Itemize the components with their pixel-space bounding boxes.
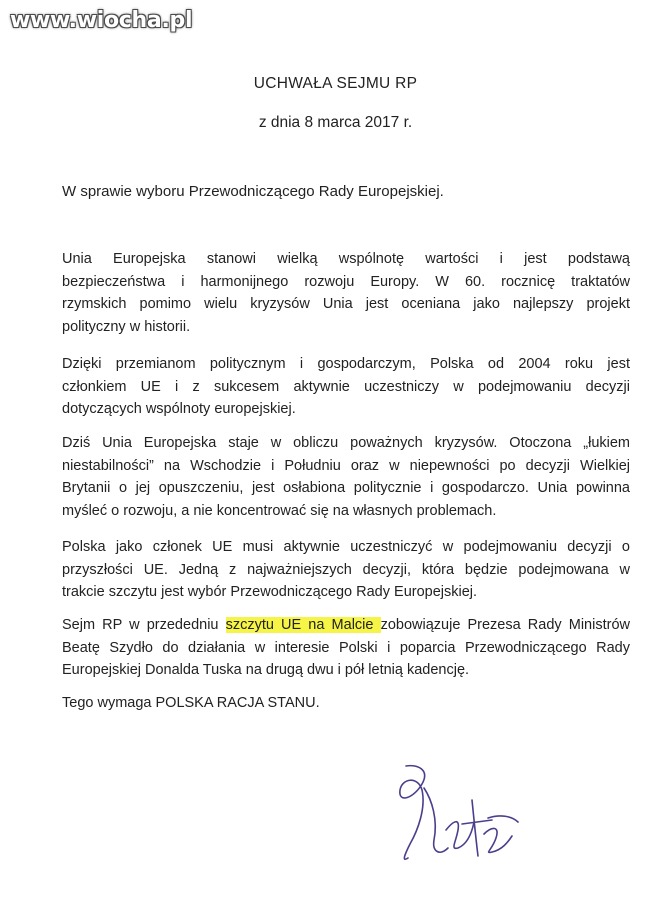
- text-line: niestabilności” na Wschodzie i Południu oraz w niepewności po decyzji Wielkiej: [62, 457, 630, 474]
- text-line: dotyczących wspólnoty europejskiej.: [62, 401, 296, 417]
- text-line: Beatę Szydło do działania w interesie Polski i poparcia Przewodniczącego Rady: [62, 639, 630, 656]
- text-line: rzymskich pomimo wielu kryzysów Unia jest oceniana jako najlepszy projekt: [62, 296, 630, 312]
- document-subject: W sprawie wyboru Przewodniczącego Rady Europejskiej.: [62, 183, 444, 200]
- watermark: www.wiocha.pl: [10, 8, 193, 33]
- paragraph-3: [62, 432, 630, 522]
- paragraph-2: [62, 353, 630, 421]
- text-line: przyszłości UE. Jedną z najważniejszych decyzji, która będzie podejmowana w: [62, 561, 630, 578]
- text-line: Unia Europejska stanowi wielką wspólnotę wartości i jest podstawą: [62, 251, 630, 267]
- text-segment: zobowiązuje Prezesa Rady Ministrów: [380, 617, 630, 633]
- highlighted-text: szczytu UE na Malcie: [225, 617, 381, 633]
- text-line: trakcie szczytu jest wybór Przewodniczącego Rady Europejskiej.: [62, 584, 478, 600]
- text-line: Dzięki przemianom politycznym i gospodarczym, Polska od 2004 roku jest: [62, 356, 630, 372]
- paragraph-1: [62, 248, 630, 338]
- document-title: UCHWAŁA SEJMU RP: [253, 75, 418, 92]
- text-line: [62, 614, 630, 637]
- text-line: Tego wymaga POLSKA RACJA STANU.: [62, 695, 320, 711]
- paragraph-6: [62, 692, 630, 715]
- paragraph-5: [62, 614, 630, 682]
- text-line: bezpieczeństwa i harmonijnego rozwoju Europy. W 60. rocznicę traktatów: [62, 273, 630, 290]
- text-line: członkiem UE i z sukcesem aktywnie uczestniczy w podejmowaniu decyzji: [62, 378, 630, 395]
- document-date: z dnia 8 marca 2017 r.: [258, 114, 413, 131]
- text-line: Europejskiej Donalda Tuska na drugą dwu i pół letnią kadencję.: [62, 662, 470, 678]
- text-segment: Sejm RP w przededniu: [62, 617, 226, 633]
- text-line: Brytanii o jej opuszczeniu, jest osłabiona politycznie i gospodarczo. Unia powinna: [62, 480, 630, 496]
- handwritten-signature: [388, 760, 538, 870]
- text-line: polityczny w historii.: [62, 318, 191, 335]
- text-line: Polska jako członek UE musi aktywnie uczestniczyć w podejmowaniu decyzji o: [62, 539, 630, 555]
- text-line: Dziś Unia Europejska staje w obliczu poważnych kryzysów. Otoczona „łukiem: [62, 435, 630, 451]
- paragraph-4: [62, 536, 630, 604]
- text-line: myśleć o rozwoju, a nie koncentrować się na własnych problemach.: [62, 502, 497, 519]
